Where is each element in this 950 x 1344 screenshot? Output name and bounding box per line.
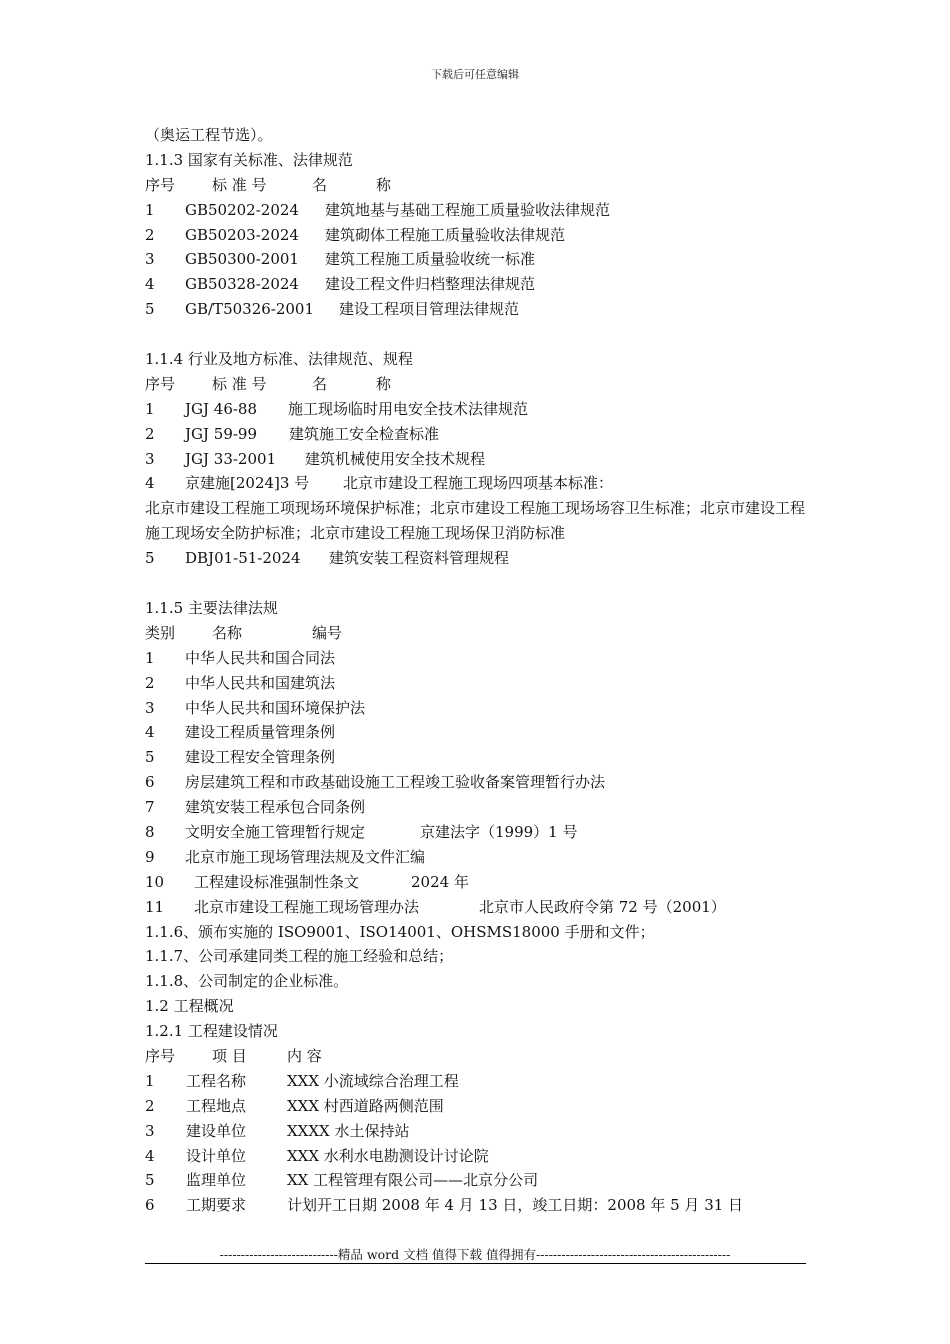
row-cell: XX 工程管理有限公司——北京分公司	[287, 1171, 539, 1190]
row-cell: 中华人民共和国合同法	[185, 648, 336, 667]
row-cell: JGJ 33-2001	[185, 449, 277, 468]
row-cell: 1	[145, 399, 155, 418]
row-cell: JGJ 59-99	[185, 424, 258, 443]
text-line: 1.1.5 主要法律法规	[145, 598, 278, 617]
text-line: 1.1.8、公司制定的企业标准。	[145, 972, 349, 991]
table-row	[145, 297, 815, 322]
row-cell: 5	[145, 748, 155, 767]
footer-divider	[145, 1263, 806, 1264]
row-cell: 标 准 号	[212, 175, 267, 194]
row-cell: 北京市建设工程施工现场四项基本标准：	[343, 474, 614, 493]
table-row	[145, 895, 815, 920]
row-cell: 5	[145, 549, 155, 568]
row-cell: XXXX 水土保持站	[287, 1121, 410, 1140]
row-cell: 中华人民共和国建筑法	[185, 673, 336, 692]
row-cell: 北京市建设工程施工现场管理办法	[194, 897, 420, 916]
row-cell: 序号	[145, 374, 176, 393]
text-line: 北京市建设工程施工项现场环境保护标准；北京市建设工程施工现场场容卫生标准；北京市建设工程施工现场安全防护标准；北京市建设工程施工现场保卫消防标准	[145, 499, 806, 543]
table-row	[145, 720, 815, 745]
row-cell: 建筑安装工程资料管理规程	[329, 549, 510, 568]
row-cell: JGJ 46-88	[185, 399, 258, 418]
row-cell: GB50203-2024	[185, 225, 299, 244]
row-cell: 京建施[2024]3 号	[185, 474, 310, 493]
row-cell: 2	[145, 673, 155, 692]
row-cell: 4	[145, 723, 155, 742]
table-row	[145, 372, 815, 397]
row-cell: GB50202-2024	[185, 200, 299, 219]
row-cell: 建设工程质量管理条例	[185, 723, 336, 742]
table-row	[145, 247, 815, 272]
row-cell: 建设工程文件归档整理法律规范	[325, 275, 536, 294]
row-cell: 名称	[212, 623, 243, 642]
table-row	[145, 173, 815, 198]
row-cell: 编号	[312, 623, 343, 642]
row-cell: 1	[145, 200, 155, 219]
table-row	[145, 1044, 815, 1069]
text-line: 1.2 工程概况	[145, 997, 234, 1016]
row-cell: 标 准 号	[212, 374, 267, 393]
text-line: （奥运工程节选）。	[145, 126, 273, 144]
text-line: 1.1.4 行业及地方标准、法律规范、规程	[145, 350, 413, 369]
table-row	[145, 397, 815, 422]
table-row	[145, 1069, 815, 1094]
row-cell: 3	[145, 250, 155, 269]
table-row	[145, 795, 815, 820]
row-cell: 2024 年	[411, 872, 469, 891]
row-cell: 6	[145, 773, 155, 792]
row-cell: 内 容	[287, 1046, 322, 1065]
table-row	[145, 1119, 815, 1144]
table-row	[145, 272, 815, 297]
row-cell: 10	[145, 872, 165, 891]
row-cell: 工程地点	[186, 1096, 247, 1115]
row-cell: 名	[312, 374, 328, 393]
row-cell: DBJ01-51-2024	[185, 549, 301, 568]
table-row	[145, 1094, 815, 1119]
row-cell: 建筑工程施工质量验收统一标准	[325, 250, 536, 269]
row-cell: 建筑机械使用安全技术规程	[305, 449, 486, 468]
row-cell: 北京市人民政府令第 72 号（2001）	[479, 897, 726, 916]
page-footer: ----------------------------精品 word 文档 值得下载 值得拥有----------------------------------------------	[219, 1247, 731, 1262]
table-row	[145, 1193, 815, 1218]
table-row	[145, 845, 815, 870]
blank-line	[145, 322, 815, 347]
row-cell: 项 目	[212, 1046, 247, 1065]
row-cell: GB50328-2024	[185, 275, 299, 294]
table-row	[145, 223, 815, 248]
row-cell: 工程名称	[186, 1071, 247, 1090]
row-cell: 称	[376, 374, 392, 393]
page-header: 下载后可任意编辑	[431, 68, 519, 81]
row-cell: 施工现场临时用电安全技术法律规范	[288, 399, 529, 418]
row-cell: XXX 小流域综合治理工程	[287, 1071, 459, 1090]
row-cell: 建筑地基与基础工程施工质量验收法律规范	[325, 200, 611, 219]
table-row	[145, 646, 815, 671]
table-row	[145, 745, 815, 770]
row-cell: 7	[145, 798, 155, 817]
row-cell: 建筑砌体工程施工质量验收法律规范	[325, 225, 566, 244]
row-cell: 房层建筑工程和市政基础设施工工程竣工验收备案管理暂行办法	[185, 773, 606, 792]
row-cell: 2	[145, 424, 155, 443]
row-cell: 京建法字（1999）1 号	[420, 822, 578, 841]
row-cell: 1	[145, 648, 155, 667]
table-row	[145, 1144, 815, 1169]
table-row	[145, 671, 815, 696]
row-cell: 2	[145, 1096, 155, 1115]
row-cell: 工程建设标准强制性条文	[194, 872, 360, 891]
row-cell: XXX 水利水电勘测设计讨论院	[287, 1146, 489, 1165]
text-line: 1.2.1 工程建设情况	[145, 1022, 278, 1041]
row-cell: GB/T50326-2001	[185, 300, 315, 319]
row-cell: 名	[312, 175, 328, 194]
row-cell: 11	[145, 897, 165, 916]
row-cell: 建筑施工安全检查标准	[289, 424, 440, 443]
table-row	[145, 546, 815, 571]
row-cell: 建设工程项目管理法律规范	[339, 300, 520, 319]
row-cell: 计划开工日期 2008 年 4 月 13 日，竣工日期：2008 年 5 月 31 日	[287, 1196, 744, 1215]
text-line: 1.1.7、公司承建同类工程的施工经验和总结；	[145, 947, 454, 966]
row-cell: 5	[145, 1171, 155, 1190]
row-cell: 设计单位	[186, 1146, 247, 1165]
row-cell: 监理单位	[186, 1171, 247, 1190]
row-cell: 文明安全施工管理暂行规定	[185, 822, 366, 841]
row-cell: 序号	[145, 1046, 176, 1065]
table-row	[145, 471, 815, 496]
row-cell: 8	[145, 822, 155, 841]
row-cell: 6	[145, 1196, 155, 1215]
row-cell: XXX 村西道路两侧范围	[287, 1096, 444, 1115]
table-row	[145, 820, 815, 845]
row-cell: 4	[145, 474, 155, 493]
row-cell: GB50300-2001	[185, 250, 299, 269]
row-cell: 中华人民共和国环境保护法	[185, 698, 366, 717]
blank-line	[145, 571, 815, 596]
row-cell: 3	[145, 698, 155, 717]
row-cell: 5	[145, 300, 155, 319]
row-cell: 北京市施工现场管理法规及文件汇编	[185, 847, 426, 866]
row-cell: 建筑安装工程承包合同条例	[185, 798, 366, 817]
table-row	[145, 770, 815, 795]
row-cell: 4	[145, 275, 155, 294]
document-body	[145, 123, 815, 1218]
row-cell: 2	[145, 225, 155, 244]
row-cell: 3	[145, 449, 155, 468]
row-cell: 3	[145, 1121, 155, 1140]
table-row	[145, 870, 815, 895]
row-cell: 建设单位	[186, 1121, 247, 1140]
table-row	[145, 1168, 815, 1193]
row-cell: 1	[145, 1071, 155, 1090]
text-line: 1.1.6、颁布实施的 ISO9001、ISO14001、OHSMS18000 手册和文件；	[145, 922, 655, 941]
table-row	[145, 422, 815, 447]
table-row	[145, 447, 815, 472]
table-row	[145, 696, 815, 721]
row-cell: 工期要求	[186, 1196, 247, 1215]
row-cell: 4	[145, 1146, 155, 1165]
row-cell: 称	[376, 175, 392, 194]
row-cell: 类别	[145, 623, 176, 642]
row-cell: 建设工程安全管理条例	[185, 748, 336, 767]
row-cell: 序号	[145, 175, 176, 194]
row-cell: 9	[145, 847, 155, 866]
table-row	[145, 198, 815, 223]
text-line: 1.1.3 国家有关标准、法律规范	[145, 150, 353, 169]
table-row	[145, 621, 815, 646]
